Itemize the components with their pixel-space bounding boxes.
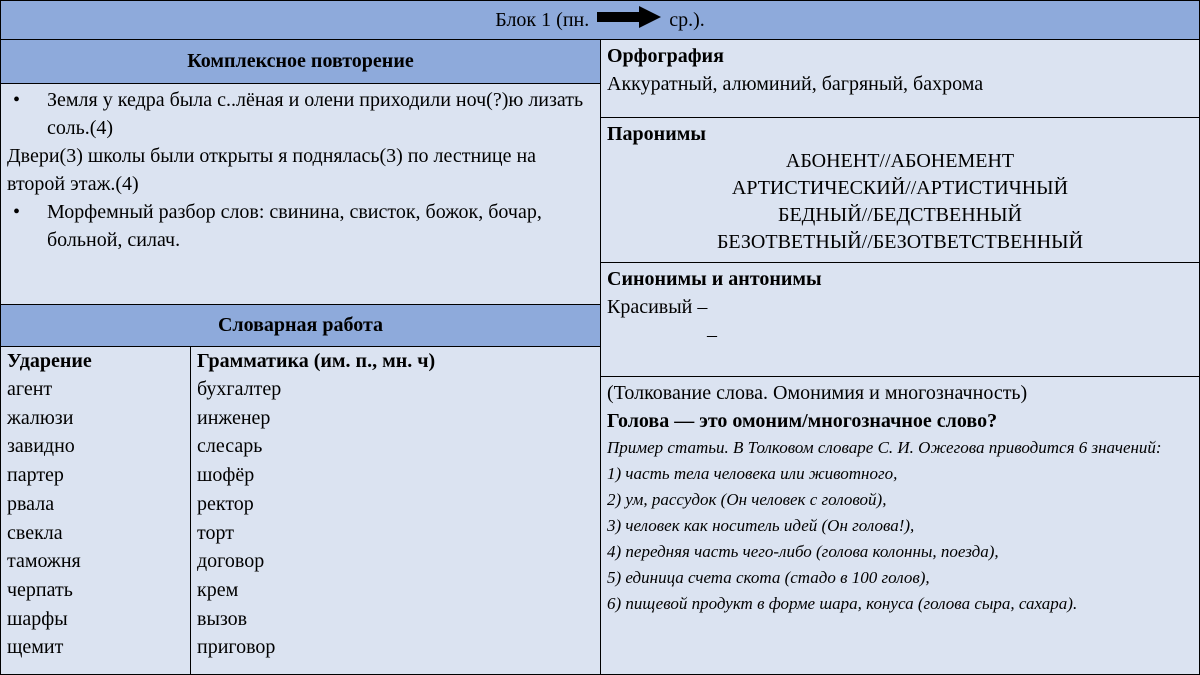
homonym-intro: (Толкование слова. Омонимия и многозначность) [607,382,1028,404]
complex-bullet-2: • Морфемный разбор слов: свинина, свисток, божок, бочар, больной, силач. [7,198,594,254]
stress-column-head: Ударение [7,350,92,372]
homonym-question: Голова — это омоним/многозначное слово? [607,410,998,432]
paronym-pair: АБОНЕНТ//АБОНЕМЕНТ [785,150,1015,172]
complex-review-title: Комплексное повторение [187,50,414,72]
stress-word: шарфы [7,607,68,630]
grammar-word: вызов [197,607,248,630]
stress-word: партер [7,464,64,487]
synonyms-title: Синонимы и антонимы [607,268,822,290]
vocab-header [0,304,601,347]
orthography-section [600,39,1200,118]
grammar-word: бухгалтер [197,378,282,400]
block-header-left: Блок 1 (пн. [495,8,590,31]
paronyms-section [600,117,1200,263]
homonym-section [600,376,1200,675]
complex-bullet-1: • Земля у кедра была с..лёная и олени приходили ноч(?)ю лизать соль.(4) [7,86,594,142]
synonyms-section [600,262,1200,377]
complex-review-header [0,39,601,84]
block-header [0,0,1200,40]
stress-word: черпать [7,578,73,601]
homonym-meaning: 5) единица счета скота (стадо в 100 голов), [607,568,930,587]
grammar-word: слесарь [197,435,263,458]
orthography-text: Аккуратный, алюминий, багряный, бахрома [607,73,984,95]
grammar-word: торт [197,521,234,544]
homonym-meaning: 3) человек как носитель идей (Он голова!), [607,516,915,535]
homonym-example: Пример статьи. В Толковом словаре С. И. Ожегова приводится 6 значений: [607,438,1162,457]
block-header-right: ср.). [669,8,705,31]
complex-review-body [0,83,601,305]
grammar-word: инженер [197,406,271,429]
homonym-meaning: 4) передняя часть чего-либо (голова колонны, поезда), [607,542,999,561]
right-arrow-icon [597,6,661,34]
grammar-word: договор [197,550,265,573]
stress-word: завидно [7,435,75,458]
paronym-pair: БЕДНЫЙ//БЕДСТВЕННЫЙ [777,204,1022,226]
synonyms-line-2: – [707,324,717,346]
paronyms-list [607,148,1193,256]
paronym-pair: БЕЗОТВЕТНЫЙ//БЕЗОТВЕТСТВЕННЫЙ [716,231,1084,253]
grammar-word: приговор [197,636,276,659]
paronym-pair: АРТИСТИЧЕСКИЙ//АРТИСТИЧНЫЙ [731,177,1069,199]
vocab-title: Словарная работа [217,314,384,336]
stress-word: жалюзи [7,406,74,429]
stress-column [0,346,191,675]
stress-word: агент [7,378,53,400]
grammar-column-head: Грамматика (им. п., мн. ч) [197,350,436,372]
homonym-meaning: 2) ум, рассудок (Он человек с головой), [607,490,887,509]
complex-line-2: Двери(3) школы были открыты я поднялась(3) по лестнице на второй этаж.(4) [7,145,537,195]
stress-word: рвала [7,492,55,515]
stress-word: таможня [7,550,81,573]
homonym-meaning: 1) часть тела человека или животного, [607,464,898,483]
grammar-column [190,346,601,675]
homonym-meaning: 6) пищевой продукт в форме шара, конуса (голова сыра, сахара). [607,594,1078,613]
orthography-title: Орфография [607,45,724,67]
grammar-word: шофёр [197,464,255,487]
stress-word: щемит [7,636,64,659]
synonyms-line-1: Красивый – [607,296,708,318]
grammar-word: ректор [197,492,254,515]
grammar-word: крем [197,578,239,601]
stress-word: свекла [7,521,63,544]
paronyms-title: Паронимы [607,123,706,145]
